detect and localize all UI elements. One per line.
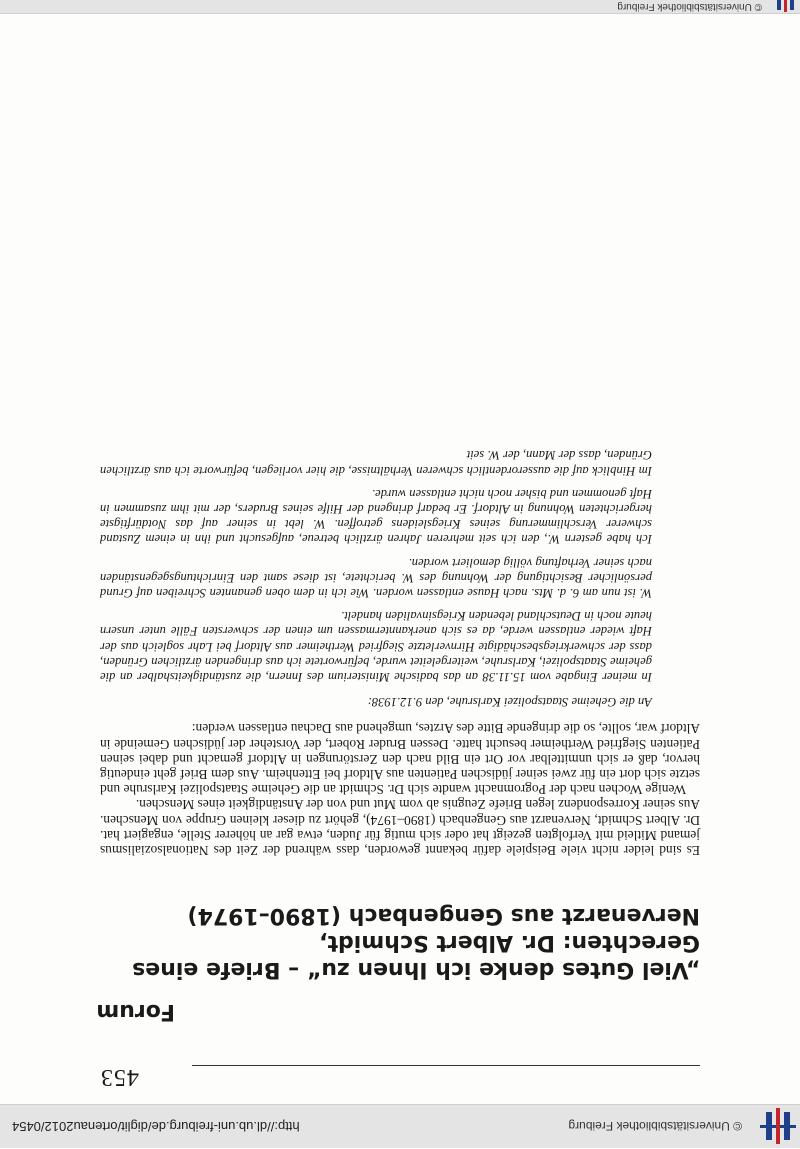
page-number: 453 xyxy=(100,1064,139,1090)
quoted-letter xyxy=(100,447,652,709)
library-header-bar xyxy=(0,1104,800,1148)
article-body xyxy=(100,439,700,858)
letter-heading: An die Geheime Staatspolizei Karlsruhe, den 9.12.1938: xyxy=(367,695,652,710)
letter-paragraph: In meiner Eingabe vom 15.11.38 an das badische Ministerium des Innern, die zuständigkeitshalber an die geheime Staatspolizei, Karlsruhe, weitergeleitet wurde, befürwortete ich aus dringenden ärztlichen Gründen, dass der schwerkriegsbeschädigte Hirnverletzte Siegfried Wertheimer aus Altdorf bei Lahr sogleich aus der Haft wieder entlassen werde, da es sich anerkanntermassen um einen der schwersten Fälle unter unsern heute noch in Deutschland lebenden Kriegsinvaliden handelt. xyxy=(100,609,652,684)
body-paragraph: Es sind leider nicht viele Beispiele dafür bekannt geworden, dass während der Zeit des Nationalsozialismus jemand Mitleid mit Verfolgten gezeigt hat oder sich mutig für Juden, etwa gar an höherer Stelle, engagiert hat. Dr. Albert Schmidt, Nervenarzt aus Gengenbach (1890–1974), gehört zu dieser kleinen Gruppe von Menschen. Aus seiner Korrespondenz legen Briefe Zeugnis ab vom Mut und von der Anständigkeit eines Menschen. xyxy=(100,797,700,858)
letter-paragraph: Ich habe gestern W., den ich seit mehreren Jahren ärztlich betreue, aufgesucht und ihn in einem Zustand schwerer Verschlimmerung seines Kriegsleidens getroffen. W. lebt in seiner auf das Notdürftigste hergerichteten Wohnung in Altdorf. Er bedarf dringend der Hilfe seines Bruders, der mit ihm zusammen in Haft genommen und bisher noch nicht entlassen wurde. xyxy=(100,486,652,547)
letter-paragraph: Im Hinblick auf die ausserordentlich schweren Verhältnisse, die hier vorliegen, befürworte ich aus ärztlichen Gründen, dass der Mann, der W. seit xyxy=(100,448,652,478)
copyright-notice: © Universitätsbibliothek Freiburg xyxy=(568,1119,742,1134)
copyright-notice-footer: © Universitätsbibliothek Freiburg xyxy=(617,1,762,12)
title-line: Nervenarzt aus Gengenbach (1890–1974) xyxy=(187,903,700,928)
header-rule xyxy=(192,1065,700,1066)
page-url-link[interactable]: http://dl.ub.uni-freiburg.de/diglit/ortenau2012/0454 xyxy=(12,1119,300,1134)
library-footer-bar xyxy=(0,0,800,14)
title-line: Gerechten: Dr. Albert Schmidt, xyxy=(319,930,700,955)
article-title xyxy=(100,902,700,983)
letter-paragraph: W. ist nun am 6. d. Mts. nach Hause entlassen worden. Wie ich in dem oben genannten Schreiben auf Grund persönlicher Besichtigung der Wohnung des W. berichtete, ist diese samt den Einrichtungsgegenständen nach seiner Verhaftung völlig demoliert worden. xyxy=(100,555,652,600)
university-library-logo-icon xyxy=(770,1,794,13)
university-library-logo-icon xyxy=(752,1105,800,1149)
section-heading: Forum xyxy=(96,999,175,1024)
folio-row xyxy=(100,1060,700,1090)
body-paragraph: Wenige Wochen nach der Pogromnacht wandte sich Dr. Schmidt an die Geheime Staatspolizei Karlsruhe und setzte sich dort ein für zwei seiner jüdischen Patienten aus Altdorf bei Ettenheim. Aus dem Brief geht eindeutig hervor, daß er sich unmittelbar vor Ort ein Bild nach den Zerstörungen in Altdorf gemacht und dabei seinen Patienten Siegfried Wertheimer besucht hatte. Dessen Bruder Robert, der Vorsteher der jüdischen Gemeinde in Altdorf war, sollte, so die dringende Bitte des Arztes, umgehend aus Dachau entlassen werden: xyxy=(100,721,700,798)
title-line: „Viel Gutes denke ich Ihnen zu“ – Briefe eines xyxy=(132,957,700,982)
